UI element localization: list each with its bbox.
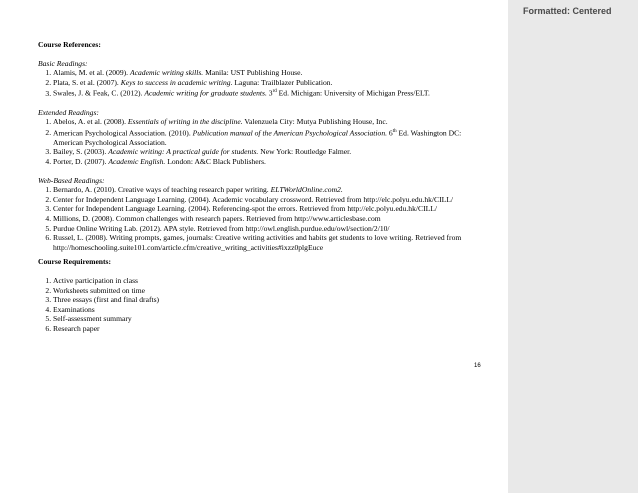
requirements-list [38, 276, 488, 334]
comment-label: Formatted: Centered [523, 6, 612, 16]
comment-pane [508, 0, 638, 493]
list-item: 2. American Psychological Association. (2010). Publication manual of the American Psychological Association. 6th Ed. Washington DC: American Psychological Association. [53, 127, 488, 148]
list-item: 2. Center for Independent Language Learning. (2004). Academic vocabulary crossword. Retrieved from http://elc.polyu.edu.hk/CILL/ [53, 195, 488, 205]
list-item: 2. Plata, S. et al. (2007). Keys to success in academic writing. Laguna: Trailblazer Publication. [53, 78, 488, 88]
list-item: 1. Active participation in class [53, 276, 488, 286]
list-item: 3. Bailey, S. (2003). Academic writing: A practical guide for students. New York: Routledge Falmer. [53, 147, 488, 157]
list-item: 1. Alamis, M. et al. (2009). Academic writing skills. Manila: UST Publishing House. [53, 68, 488, 78]
list-item: 3. Swales, J. & Feak, C. (2012). Academic writing for graduate students. 3rd Ed. Michigan: University of Michigan Press/ELT. [53, 87, 488, 98]
course-references-heading: Course References: [38, 40, 101, 49]
extended-readings-list [38, 117, 488, 167]
list-item: 4. Examinations [53, 305, 488, 315]
document-body [38, 40, 488, 334]
list-item: 4. Millions, D. (2008). Common challenges with research papers. Retrieved from http://www.articlesbase.com [53, 214, 488, 224]
list-item: 2. Worksheets submitted on time [53, 286, 488, 296]
page-number: 16 [474, 363, 481, 369]
list-item: 1. Bernardo, A. (2010). Creative ways of teaching research paper writing. ELTWorldOnline.com2. [53, 185, 488, 195]
list-item: 5. Self-assessment summary [53, 314, 488, 324]
list-item: 6. Research paper [53, 324, 488, 334]
list-item: 3. Three essays (first and final drafts) [53, 295, 488, 305]
basic-readings-list [38, 68, 488, 98]
course-requirements-heading: Course Requirements: [38, 257, 112, 267]
list-item: 1. Abelos, A. et al. (2008). Essentials of writing in the discipline. Valenzuela City: Mutya Publishing House, Inc. [53, 117, 488, 127]
web-readings-list [38, 185, 488, 252]
list-item: 3. Center for Independent Language Learning. (2004). Referencing-spot the errors. Retrieved from http://elc.polyu.edu.hk/CILL/ [53, 204, 488, 214]
list-item: 4. Porter, D. (2007). Academic English. London: A&C Black Publishers. [53, 157, 488, 167]
basic-readings-heading: Basic Readings: [38, 58, 88, 68]
list-item: 5. Purdue Online Writing Lab. (2012). APA style. Retrieved from http://owl.english.purdue.edu/owl/section/2/10/ [53, 224, 488, 234]
list-item: 6. Russel, L. (2008). Writing prompts, games, journals: Creative writing activities and habits get students to love writing. Retrieved from http://homeschooling.suite101.com/article.cfm/creative_writing_activities#ixzz0plgEuce [53, 233, 488, 252]
extended-readings-heading: Extended Readings: [38, 107, 99, 117]
web-readings-heading: Web-Based Readings: [38, 175, 105, 185]
